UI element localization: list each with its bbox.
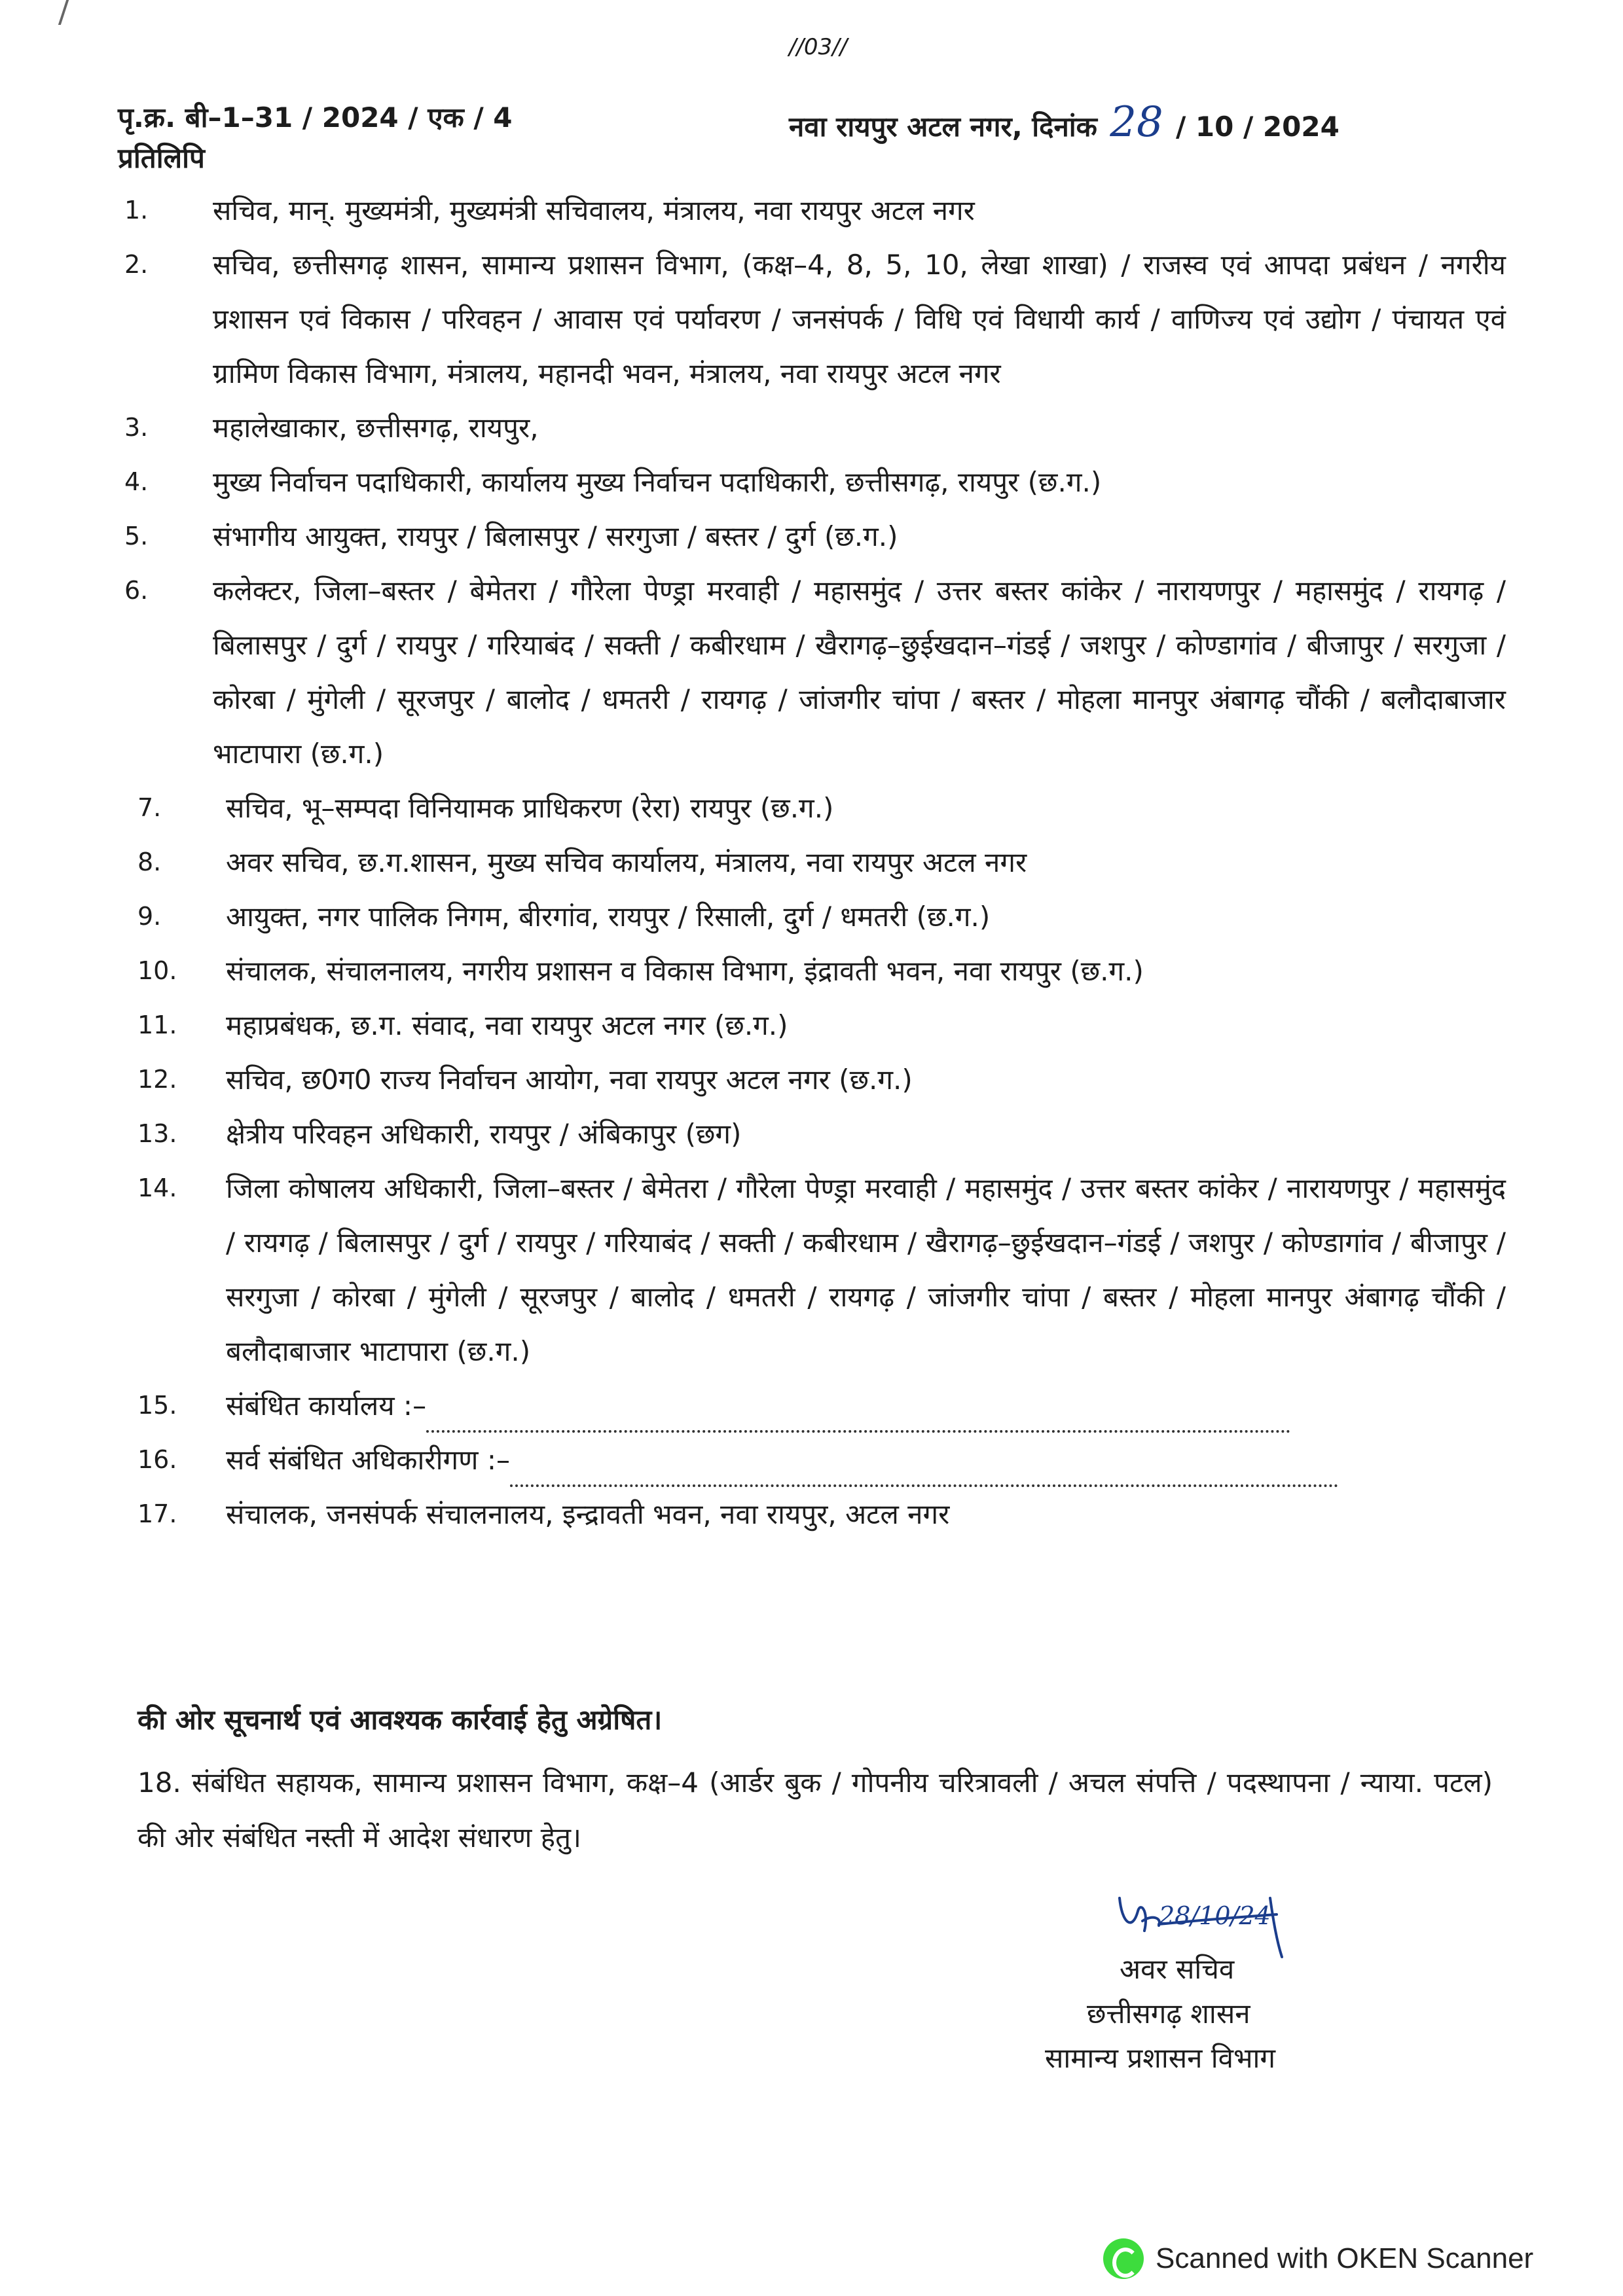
item-text: सर्व संबंधित अधिकारीगण :– [226, 1444, 510, 1476]
item-number: 2. [124, 250, 149, 279]
item-text: महाप्रबंधक, छ.ग. संवाद, नवा रायपुर अटल नगर (छ.ग.) [226, 1009, 788, 1041]
item-text: संचालक, संचालनालय, नगरीय प्रशासन व विकास विभाग, इंद्रावती भवन, नवा रायपुर (छ.ग.) [226, 955, 1144, 987]
list-item [118, 889, 1506, 944]
item-number: 15. [137, 1391, 177, 1420]
item-text: सचिव, भू–सम्पदा विनियामक प्राधिकरण (रेरा) रायपुर (छ.ग.) [226, 792, 834, 824]
item-text: मुख्य निर्वाचन पदाधिकारी, कार्यालय मुख्य निर्वाचन पदाधिकारी, छत्तीसगढ़, रायपुर (छ.ग.) [213, 466, 1102, 498]
item-number: 6. [124, 576, 149, 605]
list-item [118, 1487, 1506, 1541]
list-item [118, 835, 1506, 889]
list-item [118, 1161, 1506, 1378]
signatory-government: छत्तीसगढ़ शासन [1087, 1998, 1250, 2030]
item-text: संचालक, जनसंपर्क संचालनालय, इन्द्रावती भवन, नवा रायपुर, अटल नगर [226, 1498, 950, 1530]
handwritten-date-day: 28 [1110, 98, 1163, 147]
item-text-with-blank [213, 1433, 1506, 1487]
place-and-date [789, 98, 1340, 147]
item-number: 7. [137, 793, 162, 822]
corner-mark [58, 0, 74, 25]
item-text: सचिव, मान्. मुख्यमंत्री, मुख्यमंत्री सचिवालय, मंत्रालय, नवा रायपुर अटल नगर [213, 194, 975, 226]
item-18-paragraph: 18. संबंधित सहायक, सामान्य प्रशासन विभाग, कक्ष–4 (आर्डर बुक / गोपनीय चरित्रावली / अचल संपत्ति / पदस्थापना / न्याया. पटल) की ओर संबंधित नस्ती में आदेश संधारण हेतु। [137, 1767, 1493, 1854]
item-text: अवर सचिव, छ.ग.शासन, मुख्य सचिव कार्यालय, मंत्रालय, नवा रायपुर अटल नगर [226, 846, 1027, 878]
item-text: कलेक्टर, जिला–बस्तर / बेमेतरा / गौरेला पेण्ड्रा मरवाही / महासमुंद / उत्तर बस्तर कांकेर / नारायणपुर / महासमुंद / रायगढ़ / बिलासपुर / दुर्ग / रायपुर / गरियाबंद / सक्ती / कबीरधाम / खैरागढ़–छुईखदान–गंडई / जशपुर / कोण्डागांव / बीजापुर / सरगुजा / कोरबा / मुंगेली / सूरजपुर / बालोद / धमतरी / रायगढ़ / जांजगीर चांपा / बस्तर / मोहला मानपुर अंबागढ़ चौंकी / बलौदाबाजार भाटापारा (छ.ग.) [213, 575, 1506, 770]
list-item [118, 509, 1506, 564]
list-item [118, 564, 1506, 781]
scanner-watermark-text: Scanned with OKEN Scanner [1156, 2242, 1534, 2274]
item-number: 8. [137, 848, 162, 876]
forwarding-note: की ओर सूचनार्थ एवं आवश्यक कार्रवाई हेतु अग्रेषित। [137, 1704, 663, 1736]
item-text: सचिव, छत्तीसगढ़ शासन, सामान्य प्रशासन विभाग, (कक्ष–4, 8, 5, 10, लेखा शाखा) / राजस्व एवं आपदा प्रबंधन / नगरीय प्रशासन एवं विकास / परिवहन / आवास एवं पर्यावरण / जनसंपर्क / विधि एवं विधायी कार्य / वाणिज्य एवं उद्योग / पंचायत एवं ग्रामिण विकास विभाग, मंत्रालय, महानदी भवन, मंत्रालय, नवा रायपुर अटल नगर [213, 249, 1506, 389]
item-number: 12. [137, 1065, 177, 1094]
signature-block [1021, 1947, 1427, 2081]
list-item [118, 183, 1506, 238]
signatory-designation: अवर सचिव [1120, 1953, 1235, 1985]
fill-in-blank-line [510, 1452, 1338, 1487]
item-number: 4. [124, 467, 149, 496]
item-text: जिला कोषालय अधिकारी, जिला–बस्तर / बेमेतरा / गौरेला पेण्ड्रा मरवाही / महासमुंद / उत्तर बस्तर कांकेर / नारायणपुर / महासमुंद / रायगढ़ / बिलासपुर / दुर्ग / रायपुर / गरियाबंद / सक्ती / कबीरधाम / खैरागढ़–छुईखदान–गंडई / जशपुर / कोण्डागांव / बीजापुर / सरगुजा / कोरबा / मुंगेली / सूरजपुर / बालोद / धमतरी / रायगढ़ / जांजगीर चांपा / बस्तर / मोहला मानपुर अंबागढ़ चौंकी / बलौदाबाजार भाटापारा (छ.ग.) [226, 1172, 1506, 1367]
item-number: 16. [137, 1445, 177, 1474]
oken-scanner-logo-icon [1103, 2238, 1144, 2279]
list-item [118, 401, 1506, 455]
item-number: 9. [137, 902, 162, 931]
item-text: संबंधित कार्यालय :– [226, 1390, 427, 1422]
list-item [118, 944, 1506, 998]
list-item [118, 455, 1506, 509]
list-item [118, 781, 1506, 835]
item-number: 13. [137, 1119, 177, 1148]
fill-in-blank-line [426, 1397, 1290, 1433]
item-number: 1. [124, 196, 149, 224]
list-item [118, 1378, 1506, 1433]
item-text: महालेखाकार, छत्तीसगढ़, रायपुर, [213, 412, 539, 444]
signatory-department: सामान्य प्रशासन विभाग [1045, 2042, 1276, 2074]
item-text: आयुक्त, नगर पालिक निगम, बीरगांव, रायपुर / रिसाली, दुर्ग / धमतरी (छ.ग.) [226, 901, 991, 933]
list-item [118, 1433, 1506, 1487]
handwritten-signature-date: 28/10/24 [1159, 1901, 1271, 1930]
scanner-watermark [1103, 2238, 1533, 2279]
item-text: क्षेत्रीय परिवहन अधिकारी, रायपुर / अंबिकापुर (छग) [226, 1118, 742, 1150]
item-text: संभागीय आयुक्त, रायपुर / बिलासपुर / सरगुजा / बस्तर / दुर्ग (छ.ग.) [213, 520, 898, 552]
item-number: 3. [124, 413, 149, 442]
date-month-year: / 10 / 2024 [1175, 111, 1340, 143]
list-item [118, 1107, 1506, 1161]
item-text-with-blank [213, 1378, 1506, 1433]
recipient-list [118, 183, 1506, 1541]
list-item [118, 1052, 1506, 1107]
place-prefix: नवा रायपुर अटल नगर, दिनांक [789, 111, 1097, 143]
item-number: 14. [137, 1174, 177, 1202]
page-number: //03// [789, 34, 848, 60]
item-number: 10. [137, 956, 177, 985]
item-number: 17. [137, 1499, 177, 1528]
list-item [118, 238, 1506, 401]
list-item [118, 998, 1506, 1052]
reference-number: पृ.क्र. बी–1–31 / 2024 / एक / 4 [118, 101, 513, 134]
copy-label: प्रतिलिपि [118, 142, 205, 174]
item-number: 5. [124, 522, 149, 550]
item-text: सचिव, छ0ग0 राज्य निर्वाचन आयोग, नवा रायपुर अटल नगर (छ.ग.) [226, 1064, 913, 1096]
item-number: 11. [137, 1011, 177, 1039]
